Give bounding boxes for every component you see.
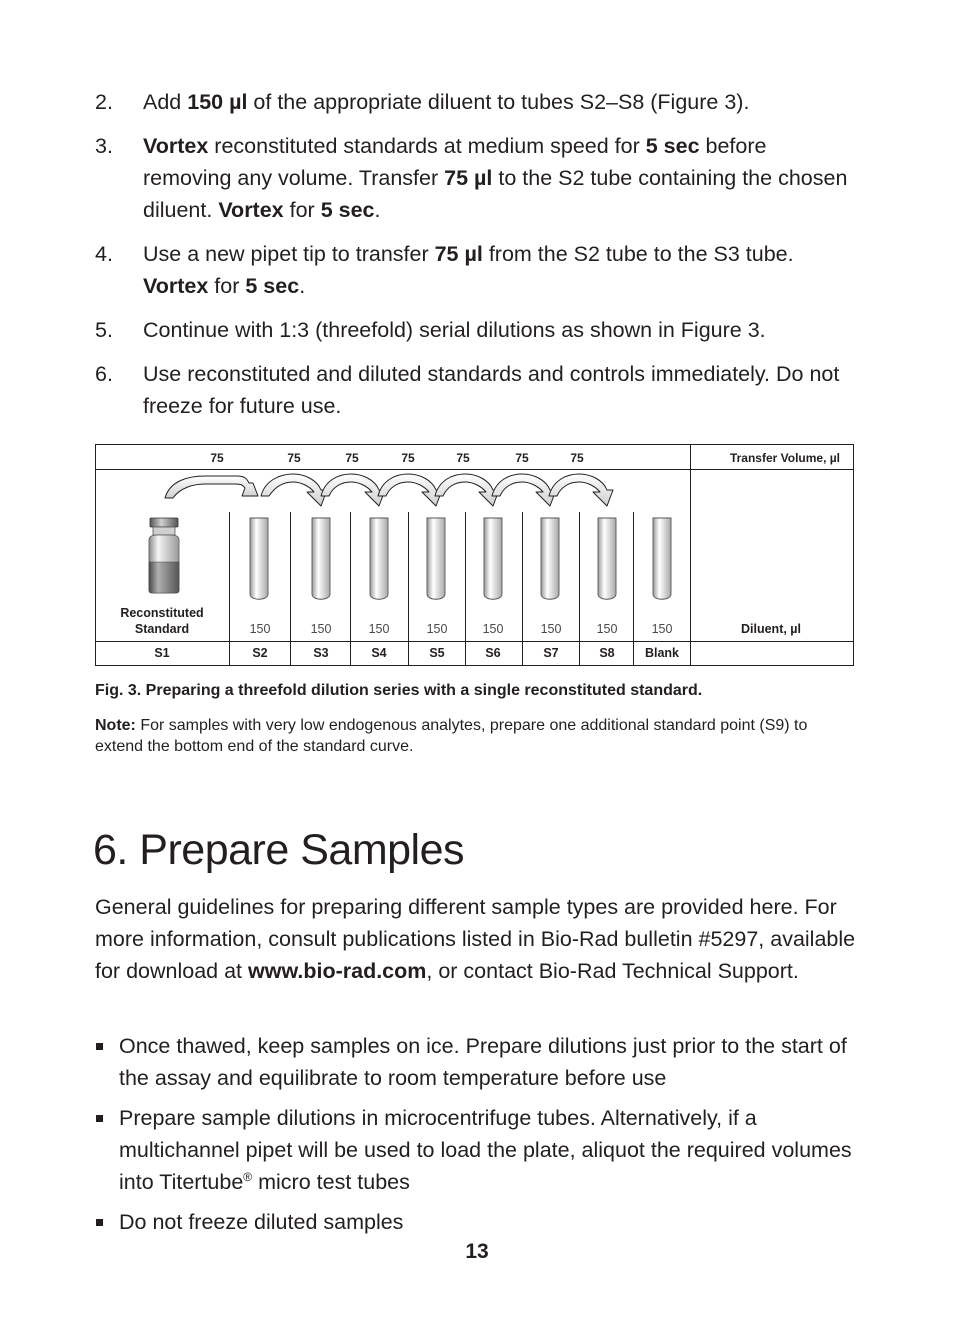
tube-name: Blank bbox=[644, 646, 680, 660]
intro-text: , or contact Bio-Rad Technical Support. bbox=[426, 959, 799, 983]
transfer-volume-labels bbox=[210, 451, 584, 465]
step-text: . bbox=[374, 198, 381, 222]
step-5 bbox=[95, 314, 855, 346]
arrow-icon bbox=[492, 474, 556, 506]
tube-name: S8 bbox=[599, 646, 615, 660]
vial-icon bbox=[149, 518, 179, 593]
bullet-square-icon bbox=[96, 1219, 103, 1226]
tube-name: S3 bbox=[313, 646, 329, 660]
bullet-item bbox=[95, 1030, 855, 1094]
step-number: 5. bbox=[95, 318, 113, 342]
step-text: Continue with 1:3 (threefold) serial dilutions as shown in Figure 3. bbox=[143, 318, 766, 342]
diluent-value: 150 bbox=[482, 622, 504, 636]
registered-mark: ® bbox=[243, 1169, 253, 1184]
bullet-text: Once thawed, keep samples on ice. Prepare dilutions just prior to the start of the assay and equilibrate to room temperature before use bbox=[119, 1034, 847, 1090]
bullet-text: Prepare sample dilutions in microcentrifuge tubes. Alternatively, if a multichannel pipet will be used to load the plate, aliquot the required volumes into Titertube bbox=[119, 1106, 852, 1194]
tube-icon bbox=[484, 518, 502, 599]
step-bold: 5 sec bbox=[245, 274, 300, 298]
tube-icon bbox=[250, 518, 268, 599]
step-bold: Vortex bbox=[143, 134, 209, 158]
tube-icon bbox=[541, 518, 559, 599]
step-bold: 5 sec bbox=[320, 198, 375, 222]
step-number: 2. bbox=[95, 90, 113, 114]
transfer-volume-header: Transfer Volume, µl bbox=[729, 451, 840, 465]
arrow-icon bbox=[378, 474, 442, 506]
arrow-icon bbox=[165, 476, 258, 498]
dilution-diagram bbox=[95, 444, 854, 666]
arrow-icon bbox=[435, 474, 499, 506]
figure-caption: Fig. 3. Preparing a threefold dilution series with a single reconstituted standard. bbox=[95, 682, 703, 699]
tube-icon bbox=[598, 518, 616, 599]
step-text: from the S2 tube to the S3 tube. bbox=[482, 242, 794, 266]
diluent-value: 150 bbox=[310, 622, 332, 636]
bullet-text: micro test tubes bbox=[252, 1170, 410, 1194]
tube-name: S4 bbox=[371, 646, 387, 660]
diluent-header: Diluent, µl bbox=[741, 622, 801, 636]
bullet-square-icon bbox=[96, 1115, 103, 1122]
step-6 bbox=[95, 358, 855, 422]
step-bold: 5 sec bbox=[645, 134, 700, 158]
step-number: 3. bbox=[95, 134, 113, 158]
dilution-figure bbox=[95, 444, 854, 666]
tube-name: S2 bbox=[252, 646, 268, 660]
bullet-item bbox=[95, 1102, 855, 1198]
tube-icon bbox=[653, 518, 671, 599]
step-text: for bbox=[283, 198, 321, 222]
bullet-square-icon bbox=[96, 1043, 103, 1050]
bullet-list bbox=[95, 1030, 855, 1246]
step-bold: Vortex bbox=[143, 274, 209, 298]
steps-list bbox=[95, 86, 855, 434]
transfer-volume-value: 75 bbox=[210, 451, 224, 465]
source-label: Standard bbox=[134, 622, 190, 636]
step-number: 4. bbox=[95, 242, 113, 266]
step-text: . bbox=[299, 274, 306, 298]
note bbox=[95, 715, 855, 757]
tube-icon bbox=[427, 518, 445, 599]
step-2 bbox=[95, 86, 855, 118]
page-number: 13 bbox=[465, 1240, 489, 1263]
step-text: for bbox=[208, 274, 246, 298]
tubes bbox=[250, 518, 671, 599]
step-bold: 75 µl bbox=[434, 242, 483, 266]
note-label: Note: bbox=[95, 717, 136, 734]
section-intro bbox=[95, 891, 860, 987]
transfer-volume-value: 75 bbox=[570, 451, 584, 465]
step-bold: 75 µl bbox=[444, 166, 493, 190]
step-number: 6. bbox=[95, 362, 113, 386]
bullet-item bbox=[95, 1206, 855, 1238]
source-name: S1 bbox=[154, 646, 170, 660]
step-text: Add bbox=[143, 90, 188, 114]
diluent-value: 150 bbox=[540, 622, 562, 636]
bullet-text: Do not freeze diluted samples bbox=[119, 1210, 404, 1234]
source-label: Reconstituted bbox=[120, 606, 204, 620]
tube-icon bbox=[370, 518, 388, 599]
transfer-volume-value: 75 bbox=[287, 451, 301, 465]
diluent-value: 150 bbox=[426, 622, 448, 636]
step-text: reconstituted standards at medium speed for bbox=[208, 134, 646, 158]
step-text: before removing any volume. Transfer bbox=[143, 134, 767, 190]
tube-name: S6 bbox=[485, 646, 501, 660]
step-text: Use a new pipet tip to transfer bbox=[143, 242, 435, 266]
step-text: of the appropriate diluent to tubes S2–S8 (Figure 3). bbox=[247, 90, 750, 114]
diluent-values bbox=[250, 622, 673, 636]
tube-name: S5 bbox=[429, 646, 445, 660]
arrow-icon bbox=[261, 474, 327, 506]
website-link[interactable]: www.bio-rad.com bbox=[248, 959, 427, 983]
diluent-value: 150 bbox=[368, 622, 390, 636]
intro-text: General guidelines for preparing different sample types are provided here. For more information, consult publications listed in Bio-Rad bulletin #5297, available for download at bbox=[95, 895, 856, 983]
diluent-value: 150 bbox=[249, 622, 271, 636]
step-text: Use reconstituted and diluted standards and controls immediately. Do not freeze for future use. bbox=[143, 362, 840, 418]
transfer-volume-value: 75 bbox=[515, 451, 529, 465]
transfer-volume-value: 75 bbox=[345, 451, 359, 465]
diluent-value: 150 bbox=[651, 622, 673, 636]
transfer-volume-value: 75 bbox=[456, 451, 470, 465]
step-4 bbox=[95, 238, 855, 302]
tube-name: S7 bbox=[543, 646, 559, 660]
step-bold: Vortex bbox=[218, 198, 284, 222]
tube-icon bbox=[312, 518, 330, 599]
transfer-volume-value: 75 bbox=[401, 451, 415, 465]
note-text: For samples with very low endogenous analytes, prepare one additional standard point (S9) to extend the bottom end of the standard curve. bbox=[95, 717, 808, 755]
section-title: 6. Prepare Samples bbox=[93, 826, 465, 874]
step-bold: 150 µl bbox=[187, 90, 248, 114]
step-3 bbox=[95, 130, 855, 226]
arrow-icon bbox=[549, 474, 613, 506]
diluent-value: 150 bbox=[596, 622, 618, 636]
step-text: to the S2 tube containing the chosen diluent. bbox=[143, 166, 848, 222]
arrow-icon bbox=[321, 474, 385, 506]
transfer-arrows bbox=[165, 474, 613, 506]
